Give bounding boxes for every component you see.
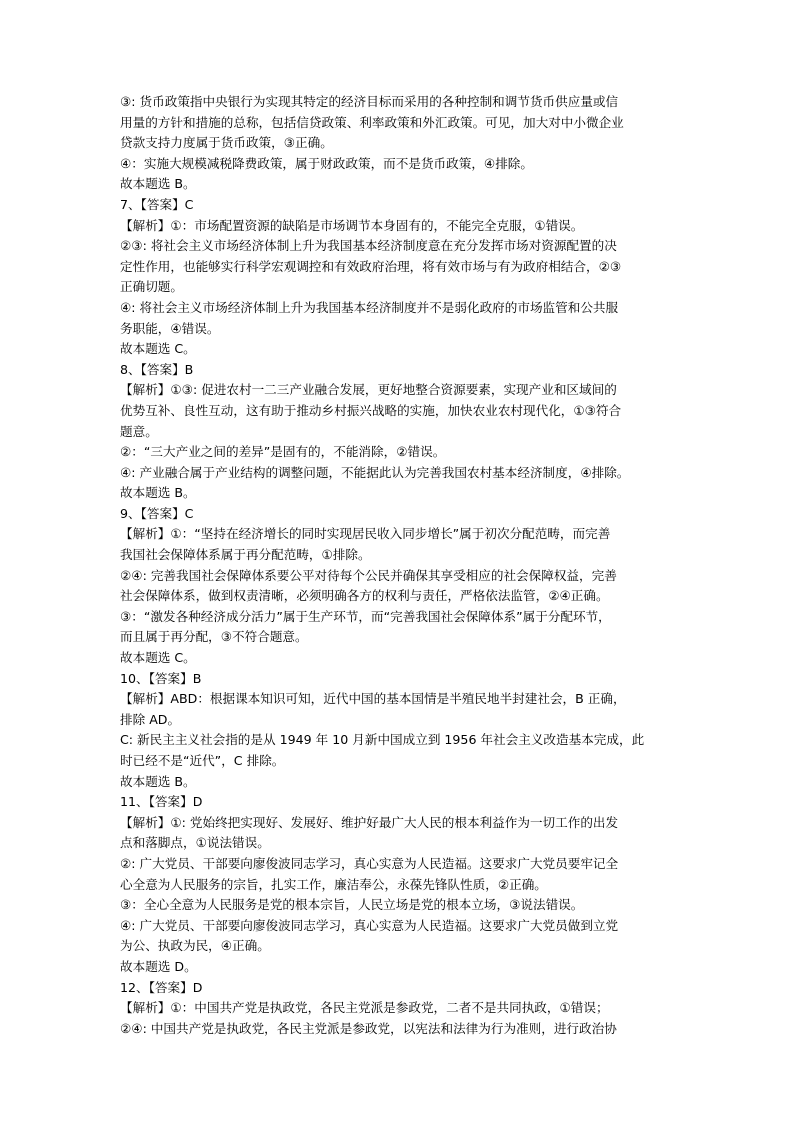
text-line: 定性作用，也能够实行科学宏观调控和有效政府治理，将有效市场与有为政府相结合，②③ — [120, 258, 622, 274]
text-line: 故本题选 D。 — [120, 958, 197, 974]
text-line: 我国社会保障体系属于再分配范畴，①排除。 — [120, 547, 371, 563]
text-line: 故本题选 B。 — [120, 773, 196, 789]
text-line: ④: 广大党员、干部要向廖俊波同志学习，真心实意为人民造福。这要求广大党员做到立党 — [120, 917, 619, 933]
text-line: 【解析】①: 党始终把实现好、发展好、维护好最广大人民的根本利益作为一切工作的出发 — [120, 814, 619, 830]
text-line: 正确切题。 — [120, 279, 183, 295]
text-line: ②④: 中国共产党是执政党，各民主党派是参政党，以宪法和法律为行为准则，进行政治协 — [120, 1020, 617, 1036]
text-line: 【解析】①：市场配置资源的缺陷是市场调节本身固有的，不能完全克服，①错误。 — [120, 217, 584, 233]
document-page — [120, 92, 678, 1039]
text-line: 社会保障体系，做到权责清晰，必须明确各方的权利与责任，严格依法监管，②④正确。 — [120, 588, 609, 604]
text-line: ③：全心全意为人民服务是党的根本宗旨，人民立场是党的根本立场，③说法错误。 — [120, 897, 584, 913]
text-line: 9、【答案】C — [120, 505, 194, 521]
text-line: ③：“激发各种经济成分活力”属于生产环节，而“完善我国社会保障体系”属于分配环节， — [120, 608, 611, 624]
text-line: 用量的方针和措施的总称，包括信贷政策、利率政策和外汇政策。可见，加大对中小微企业 — [120, 114, 624, 130]
text-line: 【解析】①：中国共产党是执政党，各民主党派是参政党，二者不是共同执政，①错误； — [120, 1000, 609, 1016]
text-line: ②: 广大党员、干部要向廖俊波同志学习，真心实意为人民造福。这要求广大党员要牢记全 — [120, 855, 619, 871]
text-line: 故本题选 B。 — [120, 176, 196, 192]
text-line: 故本题选 C。 — [120, 341, 196, 357]
text-line: 12、【答案】D — [120, 979, 203, 995]
text-line: 8、【答案】B — [120, 361, 194, 377]
text-line: 排除 AD。 — [120, 711, 181, 727]
text-line: C: 新民主主义社会指的是从 1949 年 10 月新中国成立到 1956 年社会主义改造基本完成，此 — [120, 732, 645, 748]
text-line: 故本题选 C。 — [120, 650, 196, 666]
text-line: 10、【答案】B — [120, 670, 202, 686]
text-line: 务职能，④错误。 — [120, 320, 220, 336]
text-line: 时已经不是“近代”，C 排除。 — [120, 753, 285, 768]
text-line: 【解析】①③: 促进农村一二三产业融合发展，更好地整合资源要素，实现产业和区域间的 — [120, 382, 617, 398]
text-line: ④: 产业融合属于产业结构的调整问题，不能据此认为完善我国农村基本经济制度，④排除。 — [120, 464, 630, 480]
text-line: 为公、执政为民，④正确。 — [120, 938, 270, 954]
text-line: 优势互补、良性互动，这有助于推动乡村振兴战略的实施，加快农业农村现代化，①③符合 — [120, 402, 622, 418]
text-line: 7、【答案】C — [120, 196, 194, 212]
text-line: 心全意为人民服务的宗旨，扎实工作，廉洁奉公，永葆先锋队性质，②正确。 — [120, 876, 547, 892]
text-line: ④：实施大规模减税降费政策，属于财政政策，而不是货币政策，④排除。 — [120, 155, 533, 171]
text-line: ②③: 将社会主义市场经济体制上升为我国基本经济制度意在充分发挥市场对资源配置的决 — [120, 238, 617, 254]
text-line: 故本题选 B。 — [120, 485, 196, 501]
text-line: 【解析】①：“坚持在经济增长的同时实现居民收入同步增长”属于初次分配范畴，而完善 — [120, 526, 611, 542]
text-line: 题意。 — [120, 423, 158, 439]
text-line: ②④: 完善我国社会保障体系要公平对待每个公民并确保其享受相应的社会保障权益，完善 — [120, 567, 617, 583]
text-line: 贷款支持力度属于货币政策，③正确。 — [120, 135, 333, 151]
text-line: 11、【答案】D — [120, 794, 203, 810]
text-line: ③: 货币政策指中央银行为实现其特定的经济目标而采用的各种控制和调节货币供应量或信 — [120, 94, 619, 109]
text-line: ④: 将社会主义市场经济体制上升为我国基本经济制度并不是弱化政府的市场监管和公共服 — [120, 299, 619, 315]
text-line: ②：“三大产业之间的差异”是固有的，不能消除，②错误。 — [120, 444, 446, 460]
text-line: 点和落脚点，①说法错误。 — [120, 835, 270, 851]
text-line: 【解析】ABD：根据课本知识可知，近代中国的基本国情是半殖民地半封建社会，B 正确， — [120, 691, 626, 707]
text-line: 而且属于再分配，③不符合题意。 — [120, 629, 308, 645]
